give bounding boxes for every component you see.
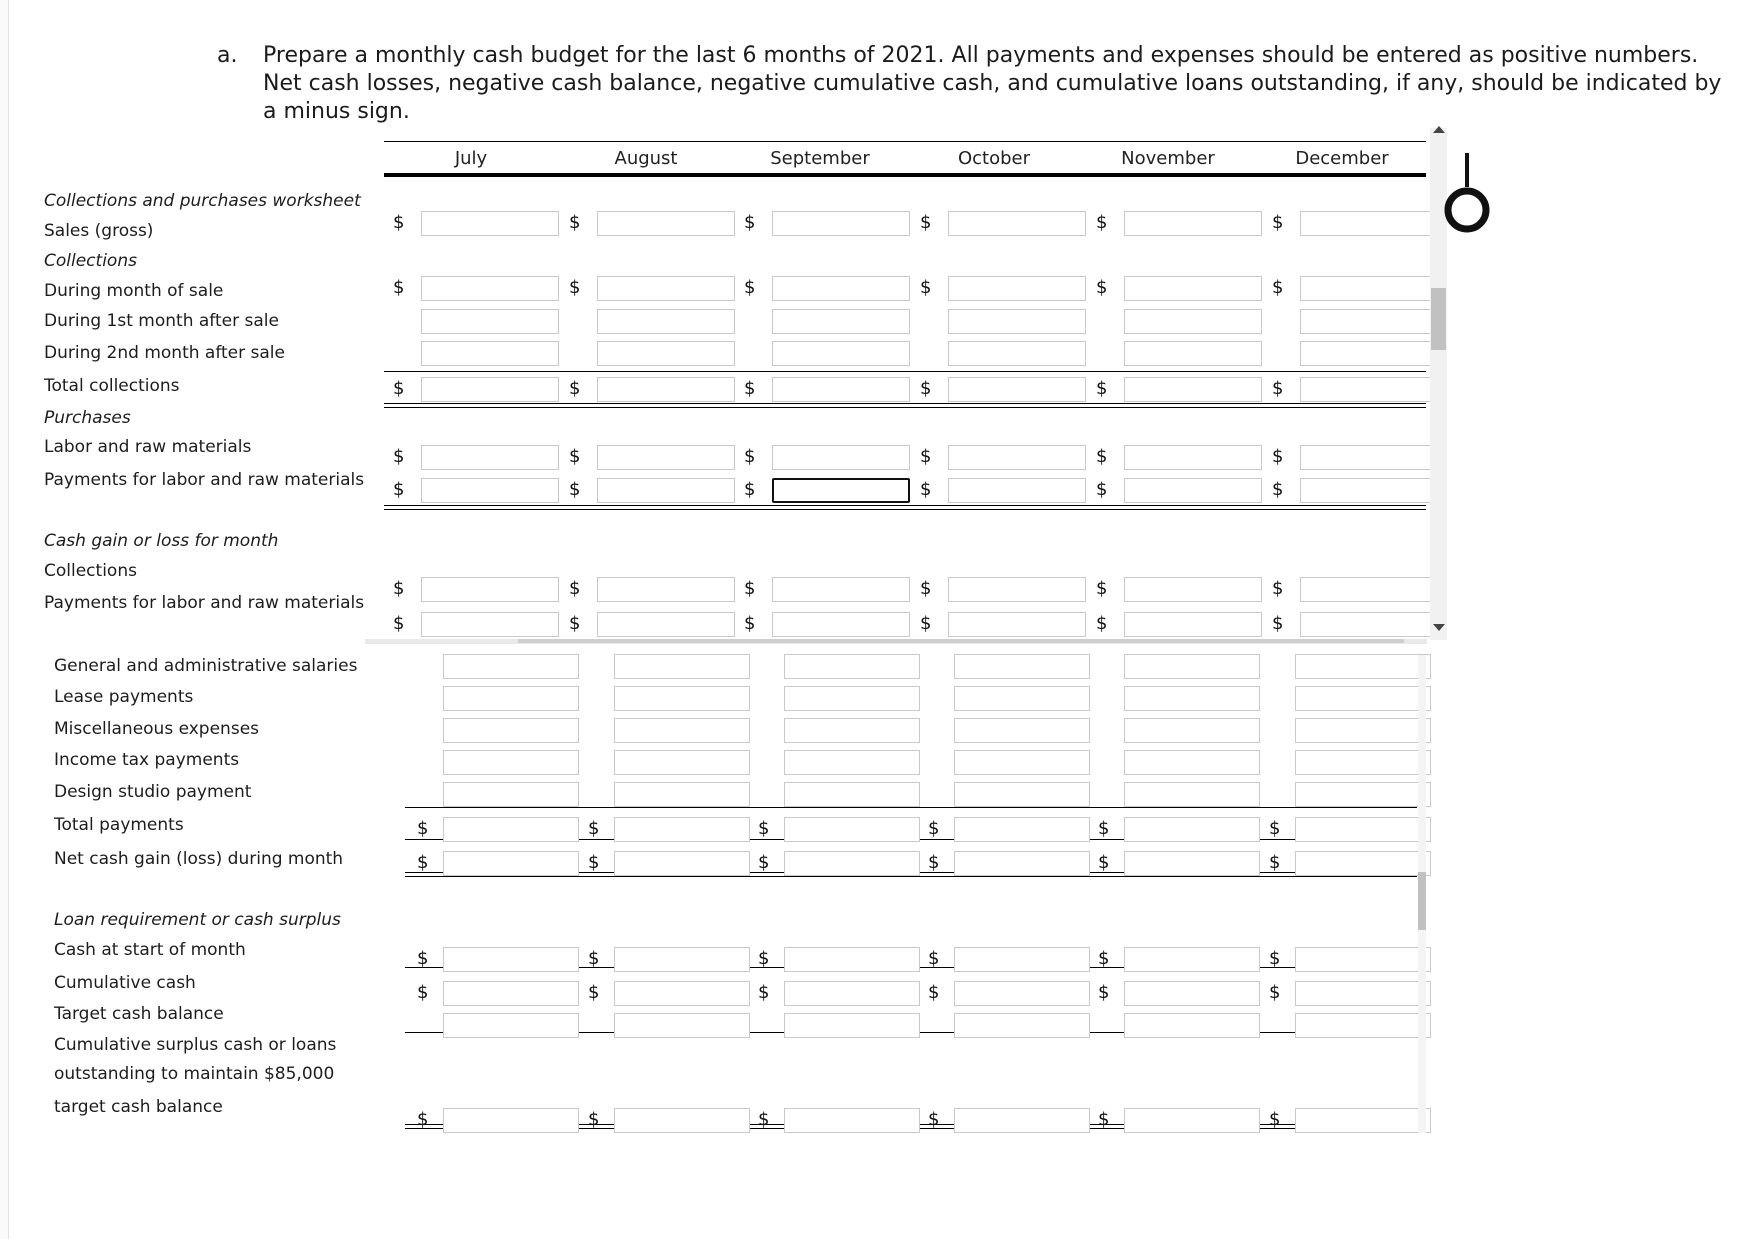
input-income-tax-payments-november[interactable]: [1124, 750, 1260, 775]
dollar-sign: $: [588, 852, 600, 873]
input-payments-labor-raw-december[interactable]: [1300, 478, 1438, 503]
input-total-collections-december[interactable]: [1300, 377, 1438, 402]
input-miscellaneous-expenses-august[interactable]: [614, 718, 750, 743]
dollar-sign: $: [758, 982, 770, 1003]
input-total-collections-october[interactable]: [948, 377, 1086, 402]
section-heading-collections-purchases: Collections and purchases worksheet: [44, 191, 361, 211]
input-total-payments-july[interactable]: [443, 817, 579, 842]
label-cash-at-start: Cash at start of month: [54, 940, 246, 960]
label-income-tax-payments: Income tax payments: [54, 750, 240, 770]
label-lease-payments: Lease payments: [54, 687, 194, 707]
dollar-sign: $: [1269, 818, 1281, 839]
dollar-sign: $: [1269, 852, 1281, 873]
input-total-payments-october[interactable]: [954, 817, 1090, 842]
input-during-1st-month-august[interactable]: [597, 309, 735, 334]
input-cash-payments-labor-august[interactable]: [597, 612, 735, 637]
input-income-tax-payments-october[interactable]: [954, 750, 1090, 775]
input-cumulative-cash-november[interactable]: [1124, 981, 1260, 1006]
input-total-collections-september[interactable]: [772, 377, 910, 402]
input-cash-collections-september[interactable]: [772, 577, 910, 602]
header-october: October: [957, 148, 1031, 169]
input-during-1st-month-december[interactable]: [1300, 309, 1438, 334]
input-labor-raw-materials-september[interactable]: [772, 445, 910, 470]
input-income-tax-payments-august[interactable]: [614, 750, 750, 775]
input-lease-payments-july[interactable]: [443, 686, 579, 711]
dollar-sign: $: [920, 613, 932, 634]
input-labor-raw-materials-november[interactable]: [1124, 445, 1262, 470]
upper-vertical-scroll-thumb[interactable]: [1431, 288, 1446, 350]
input-miscellaneous-expenses-july[interactable]: [443, 718, 579, 743]
label-net-cash-gain-loss: Net cash gain (loss) during month: [54, 849, 344, 869]
label-cash-payments-labor: Payments for labor and raw materials: [44, 593, 365, 613]
input-during-2nd-month-november[interactable]: [1124, 341, 1262, 366]
input-general-admin-salaries-august[interactable]: [614, 654, 750, 679]
label-labor-raw-materials: Labor and raw materials: [44, 437, 252, 457]
rule-payments-bottom: [384, 505, 1426, 510]
dollar-sign: $: [1096, 613, 1108, 634]
dollar-sign: $: [1272, 446, 1284, 467]
input-during-2nd-month-december[interactable]: [1300, 341, 1438, 366]
input-during-1st-month-july[interactable]: [421, 309, 559, 334]
dollar-sign: $: [1272, 479, 1284, 500]
dollar-sign: $: [569, 277, 581, 298]
label-cumulative-surplus-line3: target cash balance: [54, 1097, 223, 1117]
dollar-sign: $: [393, 479, 405, 500]
input-design-studio-payment-july[interactable]: [443, 782, 579, 807]
dollar-sign: $: [1098, 948, 1110, 969]
question-marker: a.: [217, 43, 238, 68]
dollar-sign: $: [588, 818, 600, 839]
input-cash-at-start-september[interactable]: [784, 947, 920, 972]
label-general-admin-salaries: General and administrative salaries: [54, 656, 358, 676]
input-during-month-of-sale-october[interactable]: [948, 276, 1086, 301]
input-payments-labor-raw-october[interactable]: [948, 478, 1086, 503]
dollar-sign: $: [417, 1109, 429, 1130]
input-sales-gross-september[interactable]: [772, 211, 910, 236]
dollar-sign: $: [417, 818, 429, 839]
header-top-rule: [384, 141, 1426, 142]
input-target-cash-balance-december[interactable]: [1295, 1013, 1431, 1038]
input-sales-gross-october[interactable]: [948, 211, 1086, 236]
input-during-2nd-month-july[interactable]: [421, 341, 559, 366]
input-during-2nd-month-october[interactable]: [948, 341, 1086, 366]
input-cash-payments-labor-october[interactable]: [948, 612, 1086, 637]
dollar-sign: $: [588, 1109, 600, 1130]
dollar-sign: $: [393, 578, 405, 599]
upper-scroll-up-arrow[interactable]: [1433, 126, 1445, 133]
input-total-payments-august[interactable]: [614, 817, 750, 842]
left-border-strip: [0, 0, 9, 1239]
input-during-month-of-sale-august[interactable]: [597, 276, 735, 301]
input-cumulative-cash-august[interactable]: [614, 981, 750, 1006]
dollar-sign: $: [920, 378, 932, 399]
dollar-sign: $: [1098, 982, 1110, 1003]
input-target-cash-balance-september[interactable]: [784, 1013, 920, 1038]
input-design-studio-payment-september[interactable]: [784, 782, 920, 807]
label-design-studio-payment: Design studio payment: [54, 782, 252, 802]
input-total-payments-november[interactable]: [1124, 817, 1260, 842]
input-cash-at-start-october[interactable]: [954, 947, 1090, 972]
dollar-sign: $: [1096, 277, 1108, 298]
dollar-sign: $: [1098, 852, 1110, 873]
dollar-sign: $: [1098, 818, 1110, 839]
label-cumulative-cash: Cumulative cash: [54, 973, 196, 993]
input-cash-at-start-july[interactable]: [443, 947, 579, 972]
dollar-sign: $: [417, 852, 429, 873]
input-payments-labor-raw-july[interactable]: [421, 478, 559, 503]
dollar-sign: $: [393, 613, 405, 634]
dollar-sign: $: [569, 212, 581, 233]
label-cumulative-surplus-line1: Cumulative surplus cash or loans: [54, 1035, 337, 1055]
dollar-sign: $: [569, 613, 581, 634]
input-labor-raw-materials-august[interactable]: [597, 445, 735, 470]
dollar-sign: $: [744, 613, 756, 634]
input-miscellaneous-expenses-october[interactable]: [954, 718, 1090, 743]
input-design-studio-payment-august[interactable]: [614, 782, 750, 807]
label-target-cash-balance: Target cash balance: [54, 1004, 224, 1024]
input-miscellaneous-expenses-december[interactable]: [1295, 718, 1431, 743]
input-payments-labor-raw-august[interactable]: [597, 478, 735, 503]
dollar-sign: $: [1096, 479, 1108, 500]
dollar-sign: $: [1096, 378, 1108, 399]
input-miscellaneous-expenses-september[interactable]: [784, 718, 920, 743]
label-cumulative-surplus-line2: outstanding to maintain $85,000: [54, 1064, 335, 1084]
input-during-month-of-sale-september[interactable]: [772, 276, 910, 301]
input-cash-collections-december[interactable]: [1300, 577, 1438, 602]
input-during-month-of-sale-july[interactable]: [421, 276, 559, 301]
dollar-sign: $: [1096, 212, 1108, 233]
pin-marker-icon[interactable]: [1443, 153, 1491, 239]
section-heading-loan-requirement: Loan requirement or cash surplus: [54, 910, 341, 930]
input-cumulative-surplus-december[interactable]: [1295, 1108, 1431, 1133]
input-target-cash-balance-august[interactable]: [614, 1013, 750, 1038]
dollar-sign: $: [1272, 578, 1284, 599]
input-cash-at-start-august[interactable]: [614, 947, 750, 972]
input-design-studio-payment-october[interactable]: [954, 782, 1090, 807]
input-general-admin-salaries-november[interactable]: [1124, 654, 1260, 679]
label-collections-heading: Collections: [44, 251, 137, 271]
dollar-sign: $: [758, 852, 770, 873]
dollar-sign: $: [744, 378, 756, 399]
dollar-sign: $: [920, 212, 932, 233]
input-payments-labor-raw-september[interactable]: [772, 478, 910, 503]
input-net-cash-gain-loss-july[interactable]: [443, 851, 579, 876]
label-payments-labor-raw: Payments for labor and raw materials: [44, 470, 365, 490]
dollar-sign: $: [569, 578, 581, 599]
input-sales-gross-december[interactable]: [1300, 211, 1438, 236]
dollar-sign: $: [758, 818, 770, 839]
dollar-sign: $: [1269, 948, 1281, 969]
dollar-sign: $: [393, 212, 405, 233]
input-total-collections-november[interactable]: [1124, 377, 1262, 402]
input-cash-payments-labor-december[interactable]: [1300, 612, 1438, 637]
input-payments-labor-raw-november[interactable]: [1124, 478, 1262, 503]
dollar-sign: $: [569, 479, 581, 500]
dollar-sign: $: [1272, 613, 1284, 634]
input-cash-payments-labor-september[interactable]: [772, 612, 910, 637]
input-income-tax-payments-december[interactable]: [1295, 750, 1431, 775]
input-total-payments-december[interactable]: [1295, 817, 1431, 842]
input-total-collections-august[interactable]: [597, 377, 735, 402]
input-during-month-of-sale-november[interactable]: [1124, 276, 1262, 301]
dollar-sign: $: [920, 277, 932, 298]
dollar-sign: $: [569, 378, 581, 399]
input-target-cash-balance-october[interactable]: [954, 1013, 1090, 1038]
input-cumulative-cash-september[interactable]: [784, 981, 920, 1006]
input-cumulative-cash-july[interactable]: [443, 981, 579, 1006]
input-cumulative-surplus-september[interactable]: [784, 1108, 920, 1133]
dollar-sign: $: [744, 479, 756, 500]
dollar-sign: $: [744, 578, 756, 599]
input-sales-gross-july[interactable]: [421, 211, 559, 236]
input-cumulative-surplus-october[interactable]: [954, 1108, 1090, 1133]
label-purchases-heading: Purchases: [44, 408, 131, 428]
rule-total-collections-top: [384, 371, 1426, 372]
dollar-sign: $: [928, 1109, 940, 1130]
input-net-cash-gain-loss-august[interactable]: [614, 851, 750, 876]
input-total-collections-july[interactable]: [421, 377, 559, 402]
header-september: September: [770, 148, 870, 169]
input-cumulative-cash-december[interactable]: [1295, 981, 1431, 1006]
input-cash-payments-labor-november[interactable]: [1124, 612, 1262, 637]
input-cumulative-cash-october[interactable]: [954, 981, 1090, 1006]
header-december: December: [1295, 148, 1389, 169]
dollar-sign: $: [928, 982, 940, 1003]
rule-total-collections-bottom: [384, 403, 1426, 408]
label-cash-collections: Collections: [44, 561, 137, 581]
rule-total-payments-top: [405, 807, 1417, 808]
input-during-2nd-month-september[interactable]: [772, 341, 910, 366]
input-sales-gross-august[interactable]: [597, 211, 735, 236]
upper-scroll-down-arrow[interactable]: [1433, 624, 1445, 631]
header-july: July: [454, 148, 488, 169]
input-general-admin-salaries-september[interactable]: [784, 654, 920, 679]
label-sales-gross: Sales (gross): [44, 221, 154, 241]
input-net-cash-gain-loss-october[interactable]: [954, 851, 1090, 876]
input-cumulative-surplus-november[interactable]: [1124, 1108, 1260, 1133]
dollar-sign: $: [1098, 1109, 1110, 1130]
dollar-sign: $: [1269, 982, 1281, 1003]
dollar-sign: $: [588, 982, 600, 1003]
dollar-sign: $: [920, 578, 932, 599]
dollar-sign: $: [928, 818, 940, 839]
label-miscellaneous-expenses: Miscellaneous expenses: [54, 719, 260, 739]
input-miscellaneous-expenses-november[interactable]: [1124, 718, 1260, 743]
input-total-payments-september[interactable]: [784, 817, 920, 842]
label-total-collections: Total collections: [44, 376, 180, 396]
input-cash-at-start-december[interactable]: [1295, 947, 1431, 972]
dollar-sign: $: [1096, 446, 1108, 467]
input-cash-collections-november[interactable]: [1124, 577, 1262, 602]
input-during-2nd-month-august[interactable]: [597, 341, 735, 366]
label-during-2nd-month: During 2nd month after sale: [44, 343, 285, 363]
input-target-cash-balance-july[interactable]: [443, 1013, 579, 1038]
header-august: August: [614, 148, 678, 169]
dollar-sign: $: [928, 852, 940, 873]
dollar-sign: $: [758, 1109, 770, 1130]
input-design-studio-payment-november[interactable]: [1124, 782, 1260, 807]
input-income-tax-payments-september[interactable]: [784, 750, 920, 775]
input-during-1st-month-september[interactable]: [772, 309, 910, 334]
header-bottom-rule: [384, 173, 1426, 177]
input-cash-collections-july[interactable]: [421, 577, 559, 602]
dollar-sign: $: [744, 277, 756, 298]
input-cash-payments-labor-july[interactable]: [421, 612, 559, 637]
upper-horizontal-scroll-thumb[interactable]: [518, 639, 1404, 643]
input-net-cash-gain-loss-december[interactable]: [1295, 851, 1431, 876]
label-total-payments: Total payments: [54, 815, 184, 835]
question-text: Prepare a monthly cash budget for the last 6 months of 2021. All payments and expenses should be entered as positive numbers. Net cash losses, negative cash balance, negative cumulative cash, and cumulative loans outstanding, if any, should be indicated by a minus sign.: [263, 43, 1722, 124]
label-during-month-of-sale: During month of sale: [44, 281, 224, 301]
dollar-sign: $: [928, 948, 940, 969]
input-target-cash-balance-november[interactable]: [1124, 1013, 1260, 1038]
dollar-sign: $: [1272, 378, 1284, 399]
input-cumulative-surplus-august[interactable]: [614, 1108, 750, 1133]
input-during-1st-month-november[interactable]: [1124, 309, 1262, 334]
input-lease-payments-september[interactable]: [784, 686, 920, 711]
lower-vertical-scroll-thumb[interactable]: [1418, 872, 1426, 930]
input-design-studio-payment-december[interactable]: [1295, 782, 1431, 807]
dollar-sign: $: [1096, 578, 1108, 599]
input-general-admin-salaries-october[interactable]: [954, 654, 1090, 679]
dollar-sign: $: [393, 446, 405, 467]
input-during-1st-month-october[interactable]: [948, 309, 1086, 334]
input-cumulative-surplus-july[interactable]: [443, 1108, 579, 1133]
input-lease-payments-october[interactable]: [954, 686, 1090, 711]
header-november: November: [1121, 148, 1215, 169]
dollar-sign: $: [393, 378, 405, 399]
dollar-sign: $: [1272, 212, 1284, 233]
input-lease-payments-november[interactable]: [1124, 686, 1260, 711]
label-during-1st-month: During 1st month after sale: [44, 311, 279, 331]
input-cash-collections-august[interactable]: [597, 577, 735, 602]
input-net-cash-gain-loss-november[interactable]: [1124, 851, 1260, 876]
dollar-sign: $: [758, 948, 770, 969]
input-general-admin-salaries-july[interactable]: [443, 654, 579, 679]
section-heading-cash-gain-loss: Cash gain or loss for month: [44, 531, 279, 551]
dollar-sign: $: [393, 277, 405, 298]
input-lease-payments-december[interactable]: [1295, 686, 1431, 711]
input-labor-raw-materials-december[interactable]: [1300, 445, 1438, 470]
input-income-tax-payments-july[interactable]: [443, 750, 579, 775]
dollar-sign: $: [417, 948, 429, 969]
input-general-admin-salaries-december[interactable]: [1295, 654, 1431, 679]
dollar-sign: $: [920, 446, 932, 467]
dollar-sign: $: [744, 212, 756, 233]
input-cash-collections-october[interactable]: [948, 577, 1086, 602]
dollar-sign: $: [417, 982, 429, 1003]
dollar-sign: $: [1272, 277, 1284, 298]
input-net-cash-gain-loss-september[interactable]: [784, 851, 920, 876]
dollar-sign: $: [744, 446, 756, 467]
input-lease-payments-august[interactable]: [614, 686, 750, 711]
dollar-sign: $: [569, 446, 581, 467]
dollar-sign: $: [1269, 1109, 1281, 1130]
dollar-sign: $: [588, 948, 600, 969]
dollar-sign: $: [920, 479, 932, 500]
input-labor-raw-materials-october[interactable]: [948, 445, 1086, 470]
input-labor-raw-materials-july[interactable]: [421, 445, 559, 470]
input-during-month-of-sale-december[interactable]: [1300, 276, 1438, 301]
input-cash-at-start-november[interactable]: [1124, 947, 1260, 972]
input-sales-gross-november[interactable]: [1124, 211, 1262, 236]
